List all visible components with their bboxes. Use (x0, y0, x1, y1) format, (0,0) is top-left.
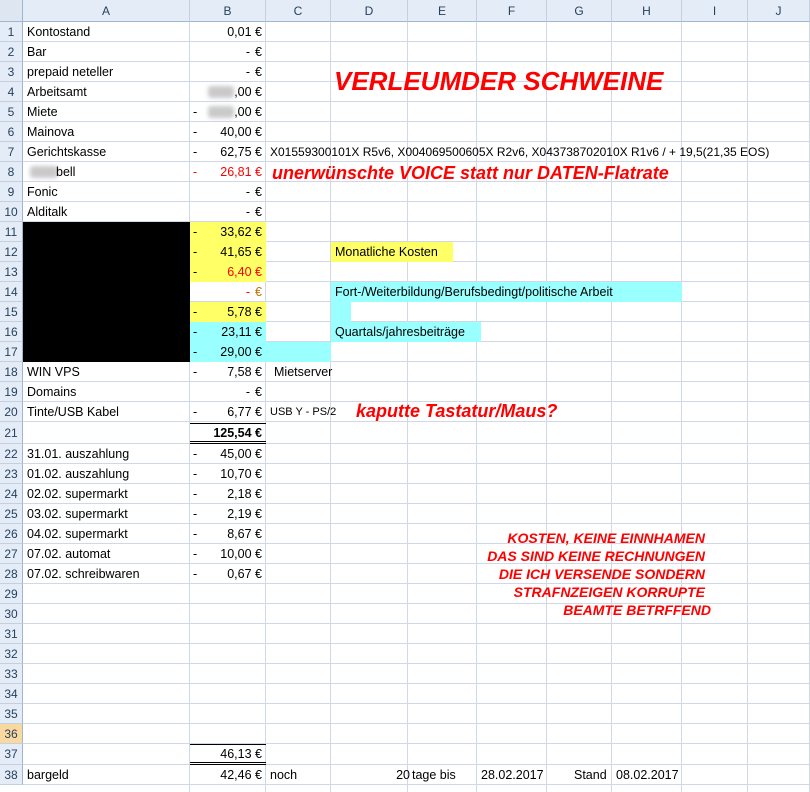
cyan-fill-d15 (331, 302, 351, 322)
row-header-31[interactable]: 31 (0, 624, 23, 644)
redacted-block (23, 222, 190, 362)
cell-b5[interactable]: ,00 € (234, 105, 262, 119)
gridline-vertical (747, 22, 748, 792)
column-header-j[interactable]: J (748, 0, 810, 22)
row-header-13[interactable]: 13 (0, 262, 23, 282)
cell-b26[interactable]: 8,67 € (227, 527, 262, 541)
row-header-26[interactable]: 26 (0, 524, 23, 544)
row-header-36[interactable]: 36 (0, 724, 23, 744)
cell-b10[interactable]: - (245, 205, 250, 219)
cell-b13[interactable]: 6,40 € (227, 265, 262, 279)
cell-b27[interactable]: 10,00 € (220, 547, 262, 561)
cell-c7[interactable]: X01559300101X R5v6, X004069500605X R2v6, X043738702010X R1v6 / + 19,5(21,35 EOS) (270, 145, 770, 159)
cell-b23[interactable]: 10,70 € (220, 467, 262, 481)
cell-a26[interactable]: 04.02. supermarkt (27, 527, 128, 541)
row-header-29[interactable]: 29 (0, 584, 23, 604)
cell-a7[interactable]: Gerichtskasse (27, 145, 107, 159)
sum-border-bottom-1 (190, 441, 266, 442)
gridline-horizontal (23, 703, 810, 704)
row-header-19[interactable]: 19 (0, 382, 23, 402)
row-header-5[interactable]: 5 (0, 102, 23, 122)
cell-g38[interactable]: Stand (574, 768, 607, 782)
row-header-3[interactable]: 3 (0, 62, 23, 82)
gridline-horizontal (23, 623, 810, 624)
cell-b7[interactable]: 62,75 € (220, 145, 262, 159)
row-header-8[interactable]: 8 (0, 162, 23, 182)
row-header-10[interactable]: 10 (0, 202, 23, 222)
row-header-30[interactable]: 30 (0, 604, 23, 624)
cell-a9[interactable]: Fonic (27, 185, 58, 199)
row-header-34[interactable]: 34 (0, 684, 23, 704)
dash-b23: - (193, 467, 198, 481)
cell-a4[interactable]: Arbeitsamt (27, 85, 87, 99)
cell-b4[interactable]: ,00 € (234, 85, 262, 99)
cell-c38[interactable]: noch (270, 768, 298, 782)
dash-b18: - (193, 365, 198, 379)
statement-line-2: DAS SIND KEINE RECHNUNGEN (487, 548, 705, 564)
column-header-b[interactable]: B (190, 0, 266, 22)
cell-a22[interactable]: 31.01. auszahlung (27, 447, 130, 461)
cell-d14[interactable]: Fort-/Weiterbildung/Berufsbedingt/politische Arbeit (335, 285, 613, 299)
cell-a3[interactable]: prepaid neteller (27, 65, 114, 79)
cell-a2[interactable]: Bar (27, 45, 47, 59)
dash-b13: - (193, 265, 198, 279)
cell-b8[interactable]: 26,81 € (220, 165, 262, 179)
select-all-corner[interactable] (0, 0, 23, 22)
voice-annotation: unerwünschte VOICE statt nur DATEN-Flatrate (272, 163, 669, 183)
cell-b28[interactable]: 0,67 € (227, 567, 262, 581)
keyboard-annotation: kaputte Tastatur/Maus? (356, 401, 558, 421)
dash-b26: - (193, 527, 198, 541)
row-header-17[interactable]: 17 (0, 342, 23, 362)
cell-b14[interactable]: - (245, 285, 250, 299)
cell-b12[interactable]: 41,65 € (220, 245, 262, 259)
dash-b12: - (193, 245, 198, 259)
cell-b18[interactable]: 7,58 € (227, 365, 262, 379)
cell-b3[interactable]: - (245, 65, 250, 79)
cell-f38[interactable]: 28.02.2017 (481, 768, 544, 782)
cell-e38[interactable]: tage bis (412, 768, 456, 782)
dash-b11: - (193, 225, 198, 239)
dash-b24: - (193, 487, 198, 501)
gridline-horizontal (23, 723, 810, 724)
row-header-21[interactable]: 21 (0, 422, 23, 444)
row-header-16[interactable]: 16 (0, 322, 23, 342)
row-header-38[interactable]: 38 (0, 765, 23, 785)
row-header-1[interactable]: 1 (0, 22, 23, 42)
headline-annotation: VERLEUMDER SCHWEINE (334, 66, 664, 96)
dash-b6: - (193, 125, 198, 139)
euro-b9: € (255, 185, 262, 199)
row-header-14[interactable]: 14 (0, 282, 23, 302)
cell-a5[interactable]: Miete (27, 105, 58, 119)
dash-b17: - (193, 345, 198, 359)
row-header-4[interactable]: 4 (0, 82, 23, 102)
row-header-35[interactable]: 35 (0, 704, 23, 724)
cell-b22[interactable]: 45,00 € (220, 447, 262, 461)
cell-b15[interactable]: 5,78 € (227, 305, 262, 319)
cell-a24[interactable]: 02.02. supermarkt (27, 487, 128, 501)
cell-a20[interactable]: Tinte/USB Kabel (27, 405, 119, 419)
column-header-a[interactable]: A (23, 0, 190, 22)
column-header-f[interactable]: F (477, 0, 547, 22)
cell-b6[interactable]: 40,00 € (220, 125, 262, 139)
cell-a28[interactable]: 07.02. schreibwaren (27, 567, 140, 581)
row-header-25[interactable]: 25 (0, 504, 23, 524)
cell-h38[interactable]: 08.02.2017 (616, 768, 679, 782)
cell-b19[interactable]: - (245, 385, 250, 399)
dash-b22: - (193, 447, 198, 461)
gridline-horizontal (23, 643, 810, 644)
gridline-vertical (611, 22, 612, 792)
row-header-22[interactable]: 22 (0, 444, 23, 464)
cell-b20[interactable]: 6,77 € (227, 405, 262, 419)
row-header-33[interactable]: 33 (0, 664, 23, 684)
cell-a38[interactable]: bargeld (27, 768, 69, 782)
column-header-c[interactable]: C (266, 0, 331, 22)
redacted-name (30, 166, 58, 178)
cell-b1[interactable]: 0,01 € (227, 25, 262, 39)
dash-b28: - (193, 567, 198, 581)
euro-b10: € (255, 205, 262, 219)
statement-line-3: DIE ICH VERSENDE SONDERN (498, 566, 705, 582)
gridline-vertical (681, 22, 682, 792)
row-header-37[interactable]: 37 (0, 744, 23, 765)
row-header-20[interactable]: 20 (0, 402, 23, 422)
column-header-i[interactable]: I (682, 0, 748, 22)
cell-b16[interactable]: 23,11 € (221, 325, 262, 339)
cell-d12[interactable]: Monatliche Kosten (335, 245, 438, 259)
dash-b27: - (193, 547, 198, 561)
euro-b19: € (255, 385, 262, 399)
row-header-6[interactable]: 6 (0, 122, 23, 142)
cell-b21[interactable]: 125,54 € (213, 426, 262, 440)
dash-b7: - (193, 145, 198, 159)
column-header-g[interactable]: G (547, 0, 612, 22)
row-header-15[interactable]: 15 (0, 302, 23, 322)
row-header-7[interactable]: 7 (0, 142, 23, 162)
row-header-28[interactable]: 28 (0, 564, 23, 584)
row-header-18[interactable]: 18 (0, 362, 23, 382)
row-header-11[interactable]: 11 (0, 222, 23, 242)
gridline-horizontal (23, 743, 810, 744)
cell-a25[interactable]: 03.02. supermarkt (27, 507, 128, 521)
cell-b11[interactable]: 33,62 € (220, 225, 262, 239)
cell-a10[interactable]: Alditalk (27, 205, 68, 219)
cell-b25[interactable]: 2,19 € (227, 507, 262, 521)
statement-line-1: KOSTEN, KEINE EINNHAMEN (507, 530, 705, 546)
cell-d38[interactable]: 20 (396, 768, 410, 782)
row-header-24[interactable]: 24 (0, 484, 23, 504)
dash-b16: - (193, 325, 198, 339)
cell-b17[interactable]: 29,00 € (220, 345, 262, 359)
column-header-d[interactable]: D (331, 0, 408, 22)
dash-b15: - (193, 305, 198, 319)
cell-a18[interactable]: WIN VPS (27, 365, 80, 379)
cell-b38[interactable]: 42,46 € (220, 768, 262, 782)
cell-b2[interactable]: - (245, 45, 250, 59)
cell-a19[interactable]: Domains (27, 385, 77, 399)
cell-a23[interactable]: 01.02. auszahlung (27, 467, 130, 481)
cell-a6[interactable]: Mainova (27, 125, 75, 139)
cell-c20[interactable]: USB Y - PS/2 (270, 406, 337, 418)
cell-a8[interactable]: bell (56, 165, 76, 179)
row-header-2[interactable]: 2 (0, 42, 23, 62)
cell-a27[interactable]: 07.02. automat (27, 547, 111, 561)
column-header-h[interactable]: H (612, 0, 682, 22)
euro-b2: € (255, 45, 262, 59)
row-header-9[interactable]: 9 (0, 182, 23, 202)
dash-b20: - (193, 405, 198, 419)
euro-b3: € (255, 65, 262, 79)
dash-b8: - (193, 165, 198, 179)
row-header-27[interactable]: 27 (0, 544, 23, 564)
gridline-horizontal (23, 663, 810, 664)
row-header-12[interactable]: 12 (0, 242, 23, 262)
euro-b14: € (255, 285, 262, 299)
row-header-23[interactable]: 23 (0, 464, 23, 484)
gridline-horizontal (23, 683, 810, 684)
cell-b37[interactable]: 46,13 € (220, 747, 262, 761)
column-header-e[interactable]: E (408, 0, 477, 22)
dash-b25: - (193, 507, 198, 521)
statement-line-5: BEAMTE BETRFFEND (563, 602, 711, 618)
dash-b5: - (193, 105, 198, 119)
cell-a1[interactable]: Kontostand (27, 25, 91, 39)
subtotal-border-bottom-1 (190, 762, 266, 763)
cell-c18[interactable]: Mietserver (274, 365, 333, 379)
cell-b24[interactable]: 2,18 € (227, 487, 262, 501)
row-header-32[interactable]: 32 (0, 644, 23, 664)
cell-d16[interactable]: Quartals/jahresbeiträge (335, 325, 465, 339)
cell-b9[interactable]: - (245, 185, 250, 199)
statement-line-4: STRAFNZEIGEN KORRUPTE (513, 584, 705, 600)
cyan-fill-c17 (266, 342, 331, 362)
